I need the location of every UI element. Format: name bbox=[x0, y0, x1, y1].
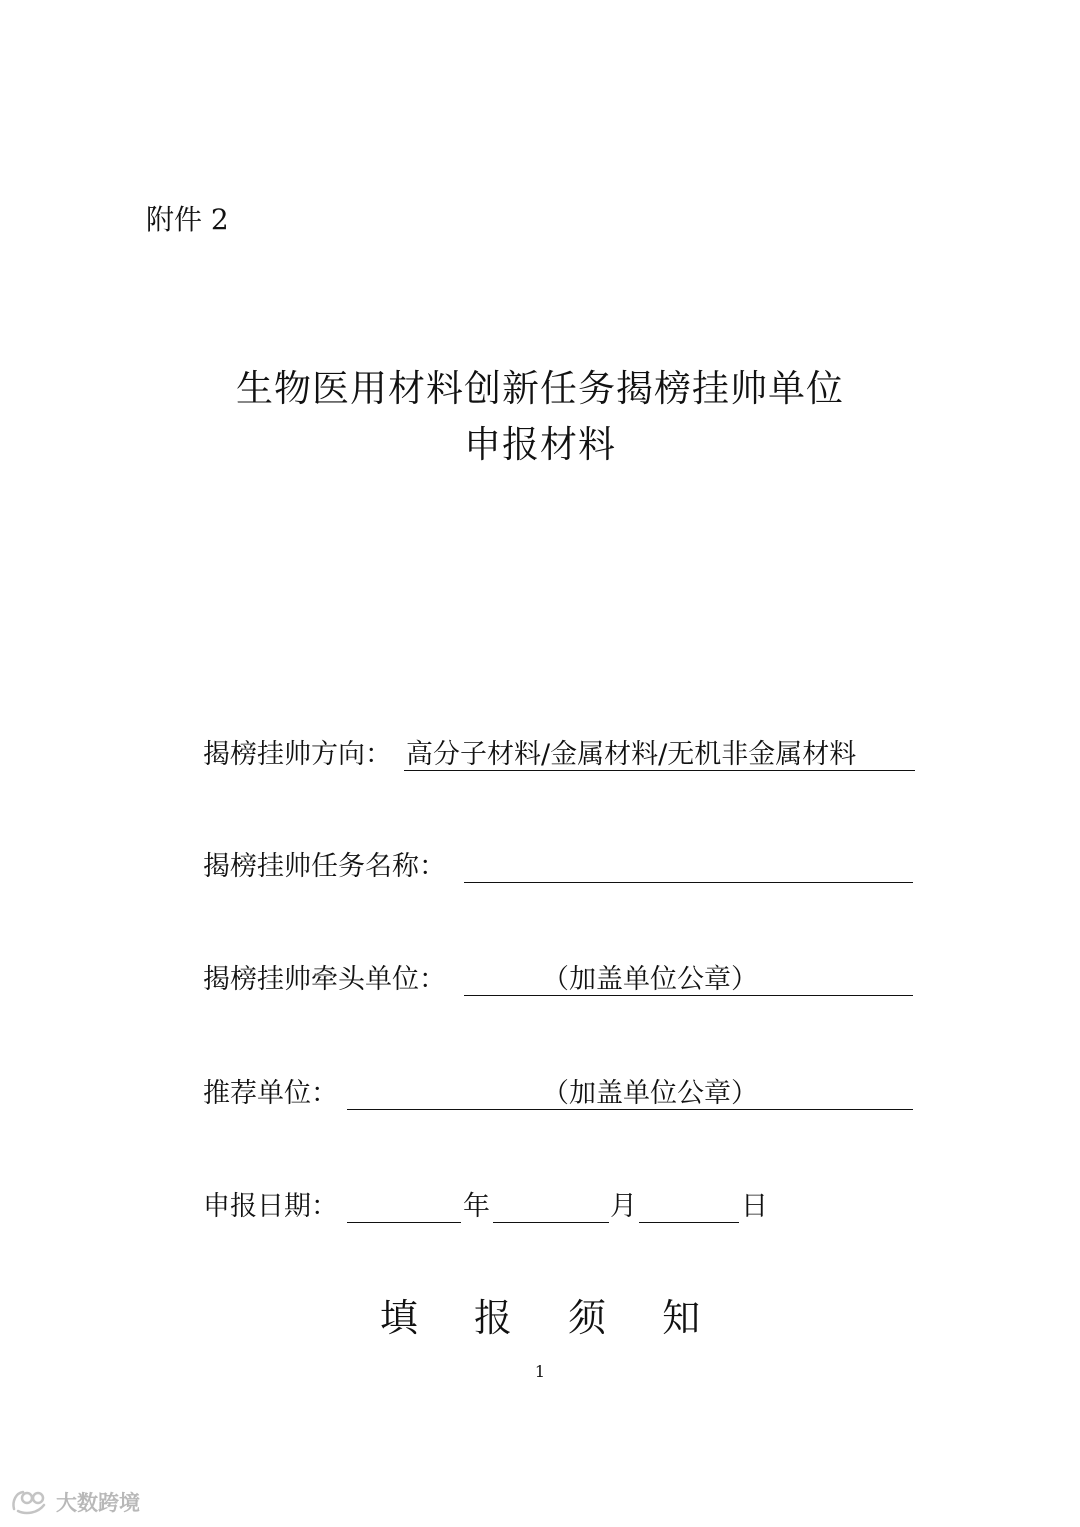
field-recommend-unit-line[interactable] bbox=[347, 1071, 913, 1110]
date-year-label: 年 bbox=[463, 1191, 490, 1222]
watermark bbox=[10, 1487, 140, 1517]
field-direction-value: 高分子材料/金属材料/无机非金属材料 bbox=[406, 739, 857, 770]
field-date-label: 申报日期： bbox=[203, 1191, 338, 1222]
date-month-label: 月 bbox=[610, 1191, 637, 1222]
field-recommend-unit bbox=[203, 1071, 923, 1117]
field-lead-unit-line[interactable] bbox=[464, 957, 913, 996]
field-direction-line[interactable] bbox=[404, 732, 915, 771]
field-direction bbox=[203, 732, 923, 778]
date-year-line[interactable] bbox=[347, 1184, 461, 1223]
field-recommend-unit-label: 推荐单位： bbox=[203, 1078, 338, 1109]
field-direction-label: 揭榜挂帅方向： bbox=[203, 739, 392, 770]
date-month-line[interactable] bbox=[493, 1184, 609, 1223]
field-task-name bbox=[203, 844, 923, 890]
document-title-line2: 申报材料 bbox=[464, 423, 616, 466]
field-recommend-unit-value: （加盖单位公章） bbox=[542, 1078, 758, 1109]
field-task-name-line[interactable] bbox=[464, 844, 913, 883]
dashu-logo-icon bbox=[10, 1489, 50, 1515]
date-day-label: 日 bbox=[741, 1191, 768, 1222]
attachment-label: 附件 2 bbox=[146, 203, 229, 236]
field-date bbox=[203, 1184, 923, 1230]
field-lead-unit bbox=[203, 957, 923, 1003]
field-task-name-label: 揭榜挂帅任务名称： bbox=[203, 851, 446, 882]
document-title-line1: 生物医用材料创新任务揭榜挂帅单位 bbox=[236, 367, 844, 410]
date-day-line[interactable] bbox=[639, 1184, 739, 1223]
page-number: 1 bbox=[534, 1362, 546, 1381]
field-lead-unit-value: （加盖单位公章） bbox=[542, 964, 758, 995]
watermark-text: 大数跨境 bbox=[56, 1491, 140, 1515]
notice-heading: 填 报 须 知 bbox=[379, 1296, 723, 1340]
field-lead-unit-label: 揭榜挂帅牵头单位： bbox=[203, 964, 446, 995]
